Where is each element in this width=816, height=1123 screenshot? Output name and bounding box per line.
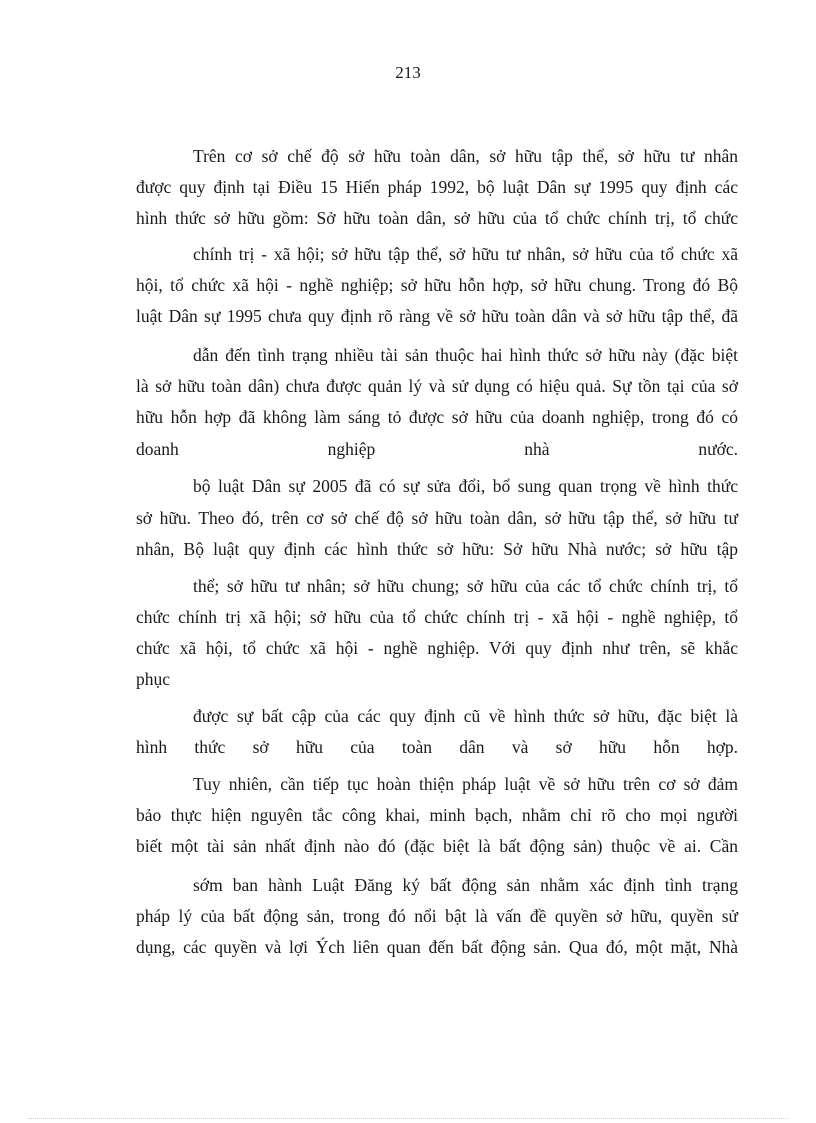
- text-line: chức chính trị xã hội; sở hữu của tổ chức chính trị - xã hội - nghề nghiệp, tổ: [136, 607, 738, 627]
- text-line: bảo thực hiện nguyên tắc công khai, minh bạch, nhằm chỉ rõ cho mọi người: [136, 805, 738, 825]
- text-line: pháp lý của bất động sản, trong đó nổi bật là vấn đề quyền sở hữu, quyền sử: [136, 906, 738, 926]
- text-line: được quy định tại Điều 15 Hiến pháp 1992, bộ luật Dân sự 1995 quy định các: [136, 177, 738, 197]
- text-line: phục: [136, 669, 171, 689]
- page-number: 213: [395, 63, 421, 82]
- text-line: chức xã hội, tổ chức xã hội - nghề nghiệp. Với quy định như trên, sẽ khắc: [136, 638, 738, 658]
- text-line: được sự bất cập của các quy định cũ về hình thức sở hữu, đặc biệt là: [193, 706, 738, 726]
- text-line: hội, tổ chức xã hội - nghề nghiệp; sở hữu hỗn hợp, sở hữu chung. Trong đó Bộ: [136, 275, 738, 295]
- text-line: dẫn đến tình trạng nhiều tài sản thuộc hai hình thức sở hữu này (đặc biệt: [193, 345, 738, 365]
- text-line: dụng, các quyền và lợi Ých liên quan đến bất động sản. Qua đó, một mặt, Nhà: [136, 937, 738, 957]
- text-line: luật Dân sự 1995 chưa quy định rõ ràng về sở hữu toàn dân và sở hữu tập thể, đã: [136, 306, 738, 326]
- text-line: Trên cơ sở chế độ sở hữu toàn dân, sở hữu tập thể, sở hữu tư nhân: [193, 146, 738, 166]
- text-line: hình thức sở hữu của toàn dân và sở hữu hỗn hợp.: [136, 737, 738, 757]
- text-line: hình thức sở hữu gồm: Sở hữu toàn dân, sở hữu của tổ chức chính trị, tổ chức: [136, 208, 738, 228]
- text-line: Tuy nhiên, cần tiếp tục hoàn thiện pháp luật về sở hữu trên cơ sở đảm: [193, 774, 738, 794]
- text-line: thể; sở hữu tư nhân; sở hữu chung; sở hữu của các tổ chức chính trị, tổ: [193, 576, 738, 596]
- text-line: chính trị - xã hội; sở hữu tập thể, sở hữu tư nhân, sở hữu của tổ chức xã: [193, 244, 738, 264]
- text-line: nhân, Bộ luật quy định các hình thức sở hữu: Sở hữu Nhà nước; sở hữu tập: [136, 539, 738, 559]
- text-line: là sở hữu toàn dân) chưa được quản lý và sử dụng có hiệu quả. Sự tồn tại của sở: [136, 376, 738, 396]
- text-line: doanh nghiệp nhà nước.: [136, 439, 738, 459]
- text-line: sở hữu. Theo đó, trên cơ sở chế độ sở hữu toàn dân, sở hữu tập thể, sở hữu tư: [136, 508, 738, 528]
- text-line: hữu hỗn hợp đã không làm sáng tỏ được sở hữu của doanh nghiệp, trong đó có: [136, 407, 738, 427]
- text-line: sớm ban hành Luật Đăng ký bất động sản nhằm xác định tình trạng: [193, 875, 738, 895]
- text-line: biết một tài sản nhất định nào đó (đặc biệt là bất động sản) thuộc về ai. Cần: [136, 836, 738, 856]
- footer-divider: [28, 1118, 788, 1119]
- text-line: bộ luật Dân sự 2005 đã có sự sửa đổi, bổ sung quan trọng về hình thức: [193, 476, 738, 496]
